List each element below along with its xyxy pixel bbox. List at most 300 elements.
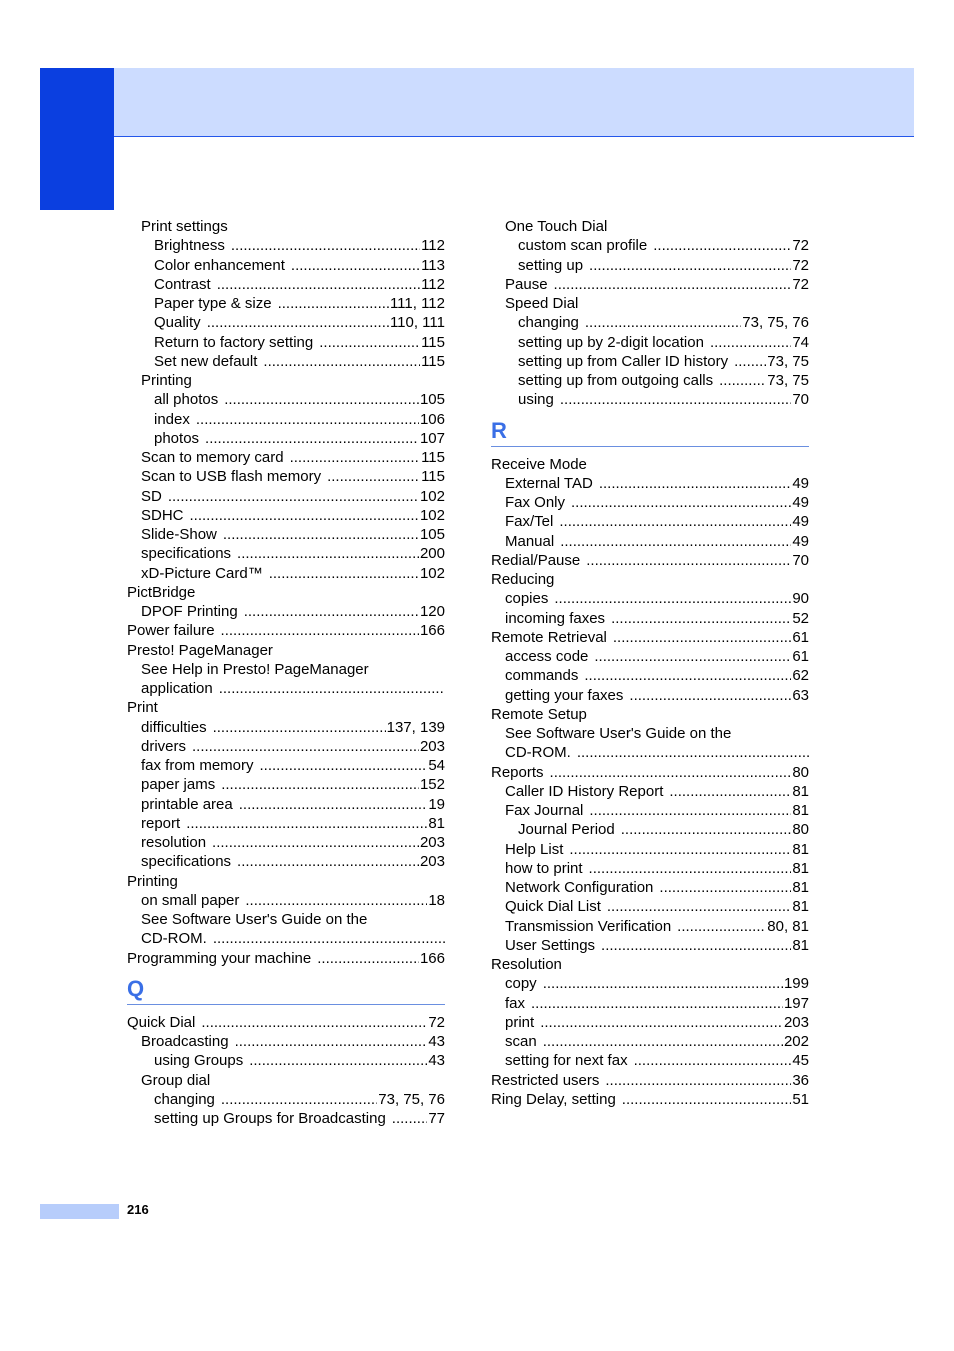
dot-leader: [585, 313, 741, 332]
index-term: specifications: [141, 852, 237, 871]
dot-leader: [543, 974, 783, 993]
dot-leader: [278, 294, 389, 313]
index-term: drivers: [141, 737, 192, 756]
index-entry: [491, 743, 809, 762]
index-term: Transmission Verification: [505, 917, 677, 936]
index-entry: [127, 641, 445, 660]
index-entry: [491, 724, 809, 743]
index-entry: [491, 217, 809, 236]
index-entry: [491, 936, 809, 955]
index-term: Remote Setup: [491, 705, 587, 723]
index-entry: [127, 506, 445, 525]
index-term: how to print: [505, 859, 589, 878]
index-entry: [491, 313, 809, 332]
index-term: getting your faxes: [505, 686, 629, 705]
index-page-refs: 49: [792, 494, 809, 511]
index-page-refs: 80: [792, 821, 809, 839]
index-page-refs: 203: [419, 834, 445, 851]
dot-leader: [269, 564, 419, 583]
index-term: printable area: [141, 795, 239, 814]
index-page-refs: 72: [792, 237, 809, 255]
dot-leader: [710, 333, 791, 352]
index-entry: [127, 872, 445, 891]
index-entry: [127, 1109, 445, 1128]
index-term: application: [141, 679, 219, 698]
index-entry: [127, 429, 445, 448]
index-entry: [491, 1090, 809, 1109]
index-entry: [127, 660, 445, 679]
index-term: Pause: [505, 275, 554, 294]
index-page-refs: 52: [792, 609, 809, 627]
index-page-refs: 81: [792, 898, 809, 916]
index-entry: [491, 390, 809, 409]
index-entry: [491, 570, 809, 589]
index-term: report: [141, 814, 186, 833]
index-page-refs: 70: [792, 551, 809, 569]
index-entry: [491, 705, 809, 724]
index-page-refs: 62: [792, 667, 809, 685]
index-term: all photos: [154, 390, 224, 409]
index-column-right: [491, 217, 809, 1109]
dot-leader: [263, 352, 420, 371]
chapter-tab-block: [40, 68, 114, 210]
dot-leader: [201, 1013, 427, 1032]
dot-leader: [621, 820, 792, 839]
dot-leader: [186, 814, 427, 833]
dot-leader: [327, 467, 420, 486]
index-term: commands: [505, 666, 584, 685]
index-page-refs: 110, 111: [389, 314, 445, 332]
index-page-refs: 102: [419, 487, 445, 505]
index-term: Speed Dial: [505, 295, 579, 312]
index-page-refs: 81: [792, 840, 809, 858]
index-page-refs: 72: [428, 1013, 445, 1031]
index-entry: [127, 756, 445, 775]
index-entry: [491, 647, 809, 666]
index-entry: [127, 1013, 445, 1032]
index-entry: [491, 352, 809, 371]
index-page-refs: 43: [428, 1033, 445, 1050]
index-term: fax: [505, 994, 531, 1013]
index-entry: [491, 551, 809, 570]
index-page-refs: 203: [419, 737, 445, 755]
dot-leader: [260, 756, 428, 775]
index-letter-heading: R: [491, 417, 507, 443]
index-page-refs: 113: [421, 256, 445, 274]
dot-leader: [168, 487, 419, 506]
index-term: Broadcasting: [141, 1032, 235, 1051]
index-entry: [491, 820, 809, 839]
index-term: Paper type & size: [154, 294, 278, 313]
index-page-refs: 199: [783, 975, 809, 993]
index-entry: [491, 994, 809, 1013]
index-term: See Software User's Guide on the: [141, 911, 368, 928]
index-term: Print: [127, 699, 158, 717]
index-entry: [491, 236, 809, 255]
index-page-refs: 73, 75: [767, 372, 809, 389]
dot-leader: [290, 448, 421, 467]
index-entry: [127, 679, 445, 698]
index-page-refs: 80: [792, 763, 809, 781]
dot-leader: [237, 544, 419, 563]
dot-leader: [223, 525, 419, 544]
dot-leader: [559, 512, 791, 531]
index-page-refs: 202: [783, 1033, 809, 1050]
dot-leader: [586, 551, 791, 570]
dot-leader: [571, 493, 791, 512]
index-entry: [491, 589, 809, 608]
index-term: Help List: [505, 840, 569, 859]
dot-leader: [607, 897, 791, 916]
dot-leader: [205, 429, 419, 448]
dot-leader: [577, 743, 809, 762]
index-entry: [491, 333, 809, 352]
index-page-refs: 36: [792, 1071, 809, 1089]
index-term: Journal Period: [518, 820, 621, 839]
index-page-refs: 49: [792, 513, 809, 531]
index-entry: [127, 1032, 445, 1051]
index-entry: [491, 493, 809, 512]
index-entry: [491, 763, 809, 782]
index-term: Manual: [505, 532, 560, 551]
index-entry: [491, 294, 809, 313]
index-term: Programming your machine: [127, 949, 317, 968]
index-page-refs: 112: [421, 275, 445, 293]
index-entry: [127, 564, 445, 583]
dot-leader: [589, 801, 791, 820]
index-term: Fax Only: [505, 493, 571, 512]
index-page-refs: 137, 139: [386, 718, 445, 736]
dot-leader: [569, 840, 791, 859]
index-page-refs: 112: [421, 237, 445, 255]
index-term: Power failure: [127, 621, 221, 640]
index-page-refs: 19: [428, 795, 445, 813]
index-entry: [127, 775, 445, 794]
index-term: setting up: [518, 256, 589, 275]
index-term: incoming faxes: [505, 609, 611, 628]
index-term: Quality: [154, 313, 207, 332]
index-page-refs: 61: [792, 648, 809, 665]
index-term: External TAD: [505, 474, 599, 493]
index-term: Printing: [127, 872, 178, 890]
index-term: on small paper: [141, 891, 245, 910]
index-entry: [127, 487, 445, 506]
index-page-refs: 73, 75, 76: [378, 1090, 445, 1108]
index-column-left: [127, 217, 445, 1128]
index-term: resolution: [141, 833, 212, 852]
index-entry: [127, 525, 445, 544]
index-page-refs: 197: [783, 994, 809, 1012]
index-entry: [491, 782, 809, 801]
dot-leader: [550, 763, 792, 782]
index-term: User Settings: [505, 936, 601, 955]
dot-leader: [584, 666, 791, 685]
index-entry: [491, 275, 809, 294]
dot-leader: [319, 333, 420, 352]
index-page-refs: 105: [419, 391, 445, 409]
dot-leader: [244, 602, 419, 621]
index-page-refs: 102: [419, 564, 445, 582]
dot-leader: [543, 1032, 783, 1051]
index-term: Redial/Pause: [491, 551, 586, 570]
index-entry: [127, 371, 445, 390]
index-entry: [491, 1013, 809, 1032]
dot-leader: [291, 256, 420, 275]
dot-leader: [219, 679, 445, 698]
index-term: xD-Picture Card™: [141, 564, 269, 583]
index-term: Return to factory setting: [154, 333, 319, 352]
index-term: using Groups: [154, 1051, 249, 1070]
dot-leader: [560, 390, 791, 409]
index-page-refs: 107: [419, 429, 445, 447]
index-entry: [127, 256, 445, 275]
dot-leader: [196, 410, 419, 429]
index-page-refs: 18: [428, 891, 445, 909]
index-page-refs: 115: [421, 449, 445, 466]
index-page-refs: 49: [792, 532, 809, 550]
index-term: PictBridge: [127, 583, 196, 601]
index-entry: [491, 609, 809, 628]
index-entry: [491, 859, 809, 878]
dot-leader: [192, 737, 419, 756]
dot-leader: [249, 1051, 427, 1070]
index-page-refs: 81: [792, 802, 809, 819]
index-page-refs: 72: [792, 275, 809, 293]
index-page-refs: 61: [792, 628, 809, 646]
index-entry: [127, 1051, 445, 1070]
index-page-refs: 120: [419, 603, 445, 620]
index-entry: [491, 474, 809, 493]
index-entry: [127, 602, 445, 621]
index-entry: [491, 974, 809, 993]
index-entry: [127, 929, 445, 948]
dot-leader: [653, 236, 791, 255]
index-term: See Software User's Guide on the: [505, 725, 732, 742]
index-entry: [127, 621, 445, 640]
dot-leader: [719, 371, 766, 390]
index-term: Presto! PageManager: [127, 641, 273, 659]
index-page-refs: 74: [792, 333, 809, 351]
index-term: SDHC: [141, 506, 190, 525]
dot-leader: [213, 718, 386, 737]
index-entry: [127, 352, 445, 371]
index-page-refs: 200: [419, 545, 445, 563]
dot-leader: [611, 609, 791, 628]
index-term: setting up by 2-digit location: [518, 333, 710, 352]
index-page-refs: 111, 112: [389, 295, 445, 312]
index-entry: [127, 814, 445, 833]
dot-leader: [613, 628, 791, 647]
index-term: One Touch Dial: [505, 218, 608, 235]
index-entry: [127, 333, 445, 352]
index-page-refs: 45: [792, 1052, 809, 1070]
index-entry: [491, 666, 809, 685]
dot-leader: [629, 686, 791, 705]
dot-leader: [221, 621, 419, 640]
index-entry: [127, 718, 445, 737]
index-page-refs: 166: [419, 949, 445, 967]
index-term: Printing: [141, 372, 192, 389]
index-term: using: [518, 390, 560, 409]
index-entry: [127, 313, 445, 332]
index-term: copies: [505, 589, 554, 608]
index-entry: [127, 1090, 445, 1109]
index-entry: [127, 583, 445, 602]
index-page-refs: 152: [419, 776, 445, 794]
index-term: Resolution: [491, 956, 562, 973]
dot-leader: [245, 891, 427, 910]
index-term: copy: [505, 974, 543, 993]
index-term: CD-ROM.: [141, 929, 213, 948]
index-page-refs: 90: [792, 590, 809, 608]
index-page-refs: 81: [792, 936, 809, 954]
dot-leader: [207, 313, 389, 332]
index-term: Remote Retrieval: [491, 628, 613, 647]
dot-leader: [531, 994, 783, 1013]
index-page-refs: 51: [792, 1090, 809, 1108]
dot-leader: [237, 852, 419, 871]
index-entry: [127, 275, 445, 294]
index-page-refs: 70: [792, 391, 809, 409]
index-entry: [127, 910, 445, 929]
index-page-refs: 106: [419, 410, 445, 428]
index-page-refs: 105: [419, 526, 445, 543]
dot-leader: [224, 390, 419, 409]
index-term: Contrast: [154, 275, 217, 294]
dot-leader: [554, 589, 791, 608]
index-term: changing: [518, 313, 585, 332]
dot-leader: [734, 352, 766, 371]
index-entry: [127, 949, 445, 968]
index-term: Caller ID History Report: [505, 782, 669, 801]
index-page-refs: 203: [419, 853, 445, 871]
index-entry: [491, 878, 809, 897]
index-term: paper jams: [141, 775, 221, 794]
dot-leader: [594, 647, 791, 666]
index-entry: [127, 467, 445, 486]
index-page-refs: 73, 75, 76: [742, 314, 809, 332]
index-page-refs: 81: [428, 814, 445, 832]
index-page-refs: 203: [783, 1013, 809, 1031]
index-term: Network Configuration: [505, 878, 659, 897]
dot-leader: [622, 1090, 792, 1109]
index-term: Fax/Tel: [505, 512, 559, 531]
index-entry: [491, 532, 809, 551]
index-term: Quick Dial: [127, 1013, 201, 1032]
index-term: Receive Mode: [491, 455, 587, 473]
index-term: fax from memory: [141, 756, 260, 775]
dot-leader: [213, 929, 445, 948]
dot-leader: [634, 1051, 792, 1070]
index-term: SD: [141, 487, 168, 506]
index-term: specifications: [141, 544, 237, 563]
index-term: Restricted users: [491, 1071, 605, 1090]
index-term: Brightness: [154, 236, 231, 255]
index-page-refs: 115: [421, 352, 445, 370]
index-term: difficulties: [141, 718, 213, 737]
dot-leader: [589, 256, 791, 275]
index-entry: [127, 448, 445, 467]
index-page-refs: 81: [792, 879, 809, 896]
index-entry: [491, 917, 809, 936]
letter-divider: [127, 1004, 445, 1005]
index-entry: [491, 955, 809, 974]
index-entry: [491, 686, 809, 705]
dot-leader: [659, 878, 791, 897]
index-page-refs: 63: [792, 686, 809, 704]
dot-leader: [217, 275, 420, 294]
index-term: Quick Dial List: [505, 897, 607, 916]
index-entry: [127, 891, 445, 910]
index-term: changing: [154, 1090, 221, 1109]
index-term: Group dial: [141, 1071, 211, 1089]
index-term: CD-ROM.: [505, 743, 577, 762]
index-term: index: [154, 410, 196, 429]
index-term: Reports: [491, 763, 550, 782]
index-entry: [127, 833, 445, 852]
dot-leader: [677, 917, 766, 936]
index-term: DPOF Printing: [141, 602, 244, 621]
index-term: Scan to USB flash memory: [141, 467, 327, 486]
dot-leader: [540, 1013, 783, 1032]
index-term: Print settings: [141, 218, 228, 235]
index-entry: [491, 897, 809, 916]
index-letter-heading: Q: [127, 975, 145, 1001]
index-entry: [491, 1032, 809, 1051]
index-term: access code: [505, 647, 594, 666]
dot-leader: [231, 236, 420, 255]
index-term: Scan to memory card: [141, 448, 290, 467]
dot-leader: [221, 775, 419, 794]
index-term: Reducing: [491, 571, 555, 588]
dot-leader: [190, 506, 419, 525]
index-entry: [127, 544, 445, 563]
dot-leader: [554, 275, 792, 294]
index-page-refs: 166: [419, 622, 445, 640]
dot-leader: [239, 795, 428, 814]
dot-leader: [589, 859, 792, 878]
index-entry: [127, 217, 445, 236]
index-term: setting up Groups for Broadcasting: [154, 1109, 392, 1128]
index-page-refs: 102: [419, 506, 445, 524]
index-entry: [127, 410, 445, 429]
dot-leader: [560, 532, 791, 551]
index-term: Fax Journal: [505, 801, 589, 820]
dot-leader: [599, 474, 792, 493]
index-entry: [491, 371, 809, 390]
dot-leader: [669, 782, 791, 801]
index-page-refs: 77: [428, 1110, 445, 1127]
index-term: custom scan profile: [518, 236, 653, 255]
index-term: Slide-Show: [141, 525, 223, 544]
index-page-refs: 72: [792, 256, 809, 274]
index-term: Ring Delay, setting: [491, 1090, 622, 1109]
index-term: setting for next fax: [505, 1051, 634, 1070]
index-entry: [127, 737, 445, 756]
dot-leader: [221, 1090, 377, 1109]
index-entry: [491, 1051, 809, 1070]
index-term: Color enhancement: [154, 256, 291, 275]
dot-leader: [212, 833, 419, 852]
index-entry: [491, 840, 809, 859]
index-page-refs: 81: [792, 782, 809, 800]
index-entry: [127, 698, 445, 717]
index-entry: [491, 1071, 809, 1090]
index-term: photos: [154, 429, 205, 448]
dot-leader: [605, 1071, 791, 1090]
letter-divider: [491, 446, 809, 447]
dot-leader: [235, 1032, 428, 1051]
